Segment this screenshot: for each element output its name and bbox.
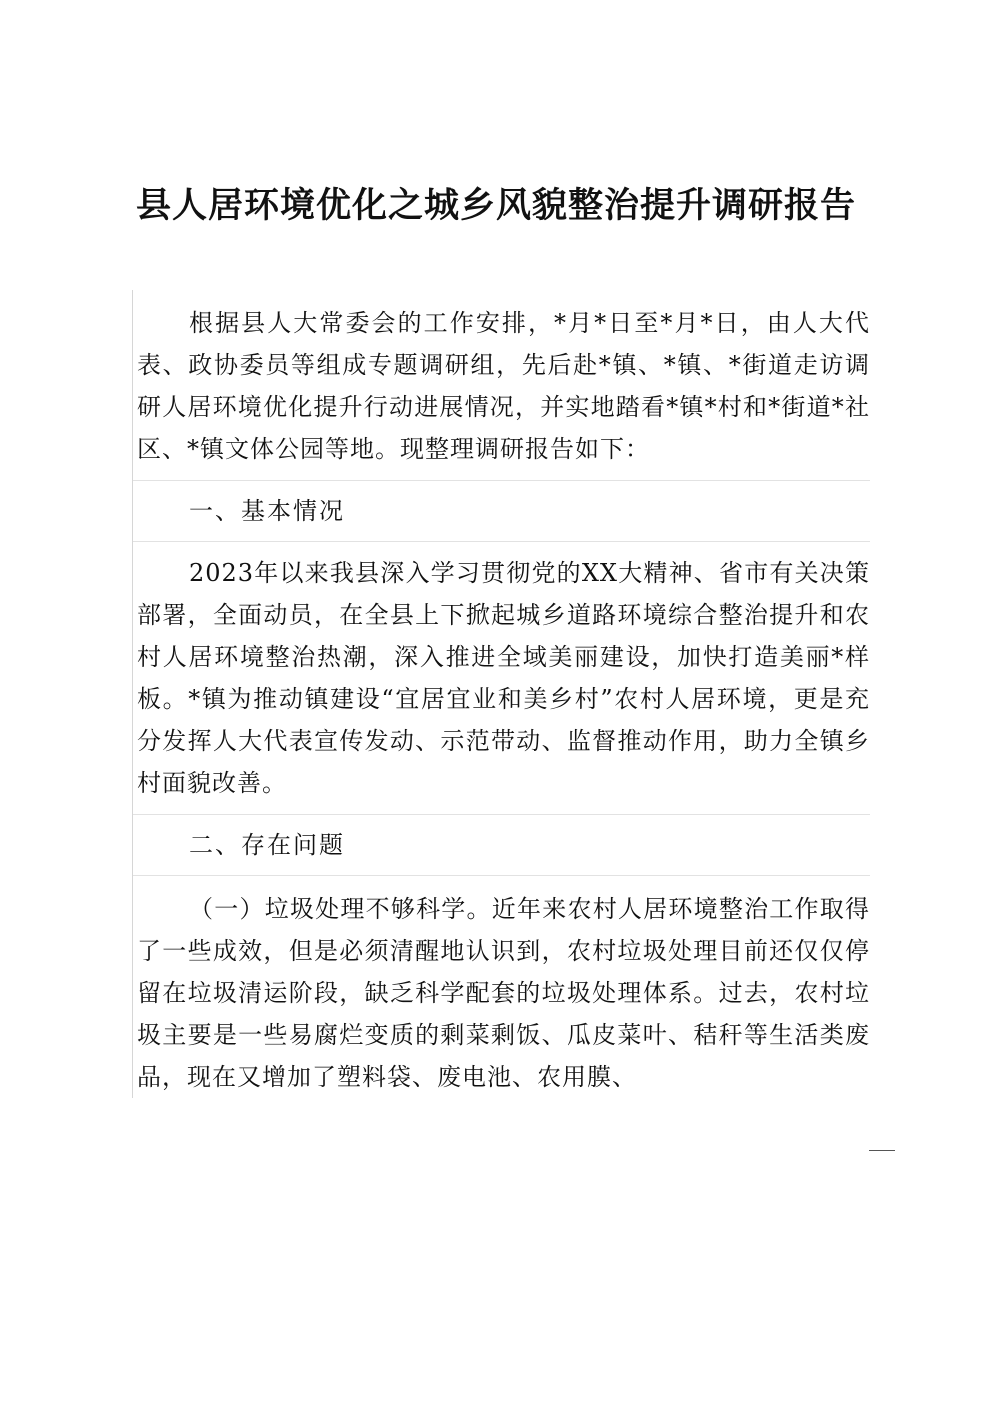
intro-block <box>133 290 870 481</box>
section-1-heading-block <box>133 481 870 542</box>
section-2-heading-block <box>133 815 870 876</box>
section-2-body-block <box>133 876 870 1098</box>
section-1-heading: 一、基本情况 <box>189 497 345 525</box>
section-2-paragraph: （一）垃圾处理不够科学。近年来农村人居环境整治工作取得了一些成效，但是必须清醒地认识到，农村垃圾处理目前还仅仅停留在垃圾清运阶段，缺乏科学配套的垃圾处理体系。过去，农村垃圾主要是一些易腐烂变质的剩菜剩饭、瓜皮菜叶、秸秆等生活类废品，现在又增加了塑料袋、废电池、农用膜、 <box>137 895 870 1091</box>
section-2-heading: 二、存在问题 <box>189 831 345 859</box>
section-1-body-block <box>133 542 870 815</box>
document-title: 县人居环境优化之城乡风貌整治提升调研报告 <box>135 185 856 226</box>
document-body <box>132 290 870 1098</box>
intro-paragraph: 根据县人大常委会的工作安排，*月*日至*月*日，由人大代表、政协委员等组成专题调研组，先后赴*镇、*镇、*街道走访调研人居环境优化提升行动进展情况，并实地踏看*镇*村和*街道*社区、*镇文体公园等地。现整理调研报告如下： <box>137 309 870 463</box>
section-1-paragraph: 2023年以来我县深入学习贯彻党的XX大精神、省市有关决策部署，全面动员，在全县上下掀起城乡道路环境综合整治提升和农村人居环境整治热潮，深入推进全域美丽建设，加快打造美丽*样板。*镇为推动镇建设“宜居宜业和美乡村”农村人居环境，更是充分发挥人大代表宣传发动、示范带动、监督推动作用，助力全镇乡村面貌改善。 <box>137 559 870 797</box>
margin-corner-mark <box>869 1150 895 1151</box>
